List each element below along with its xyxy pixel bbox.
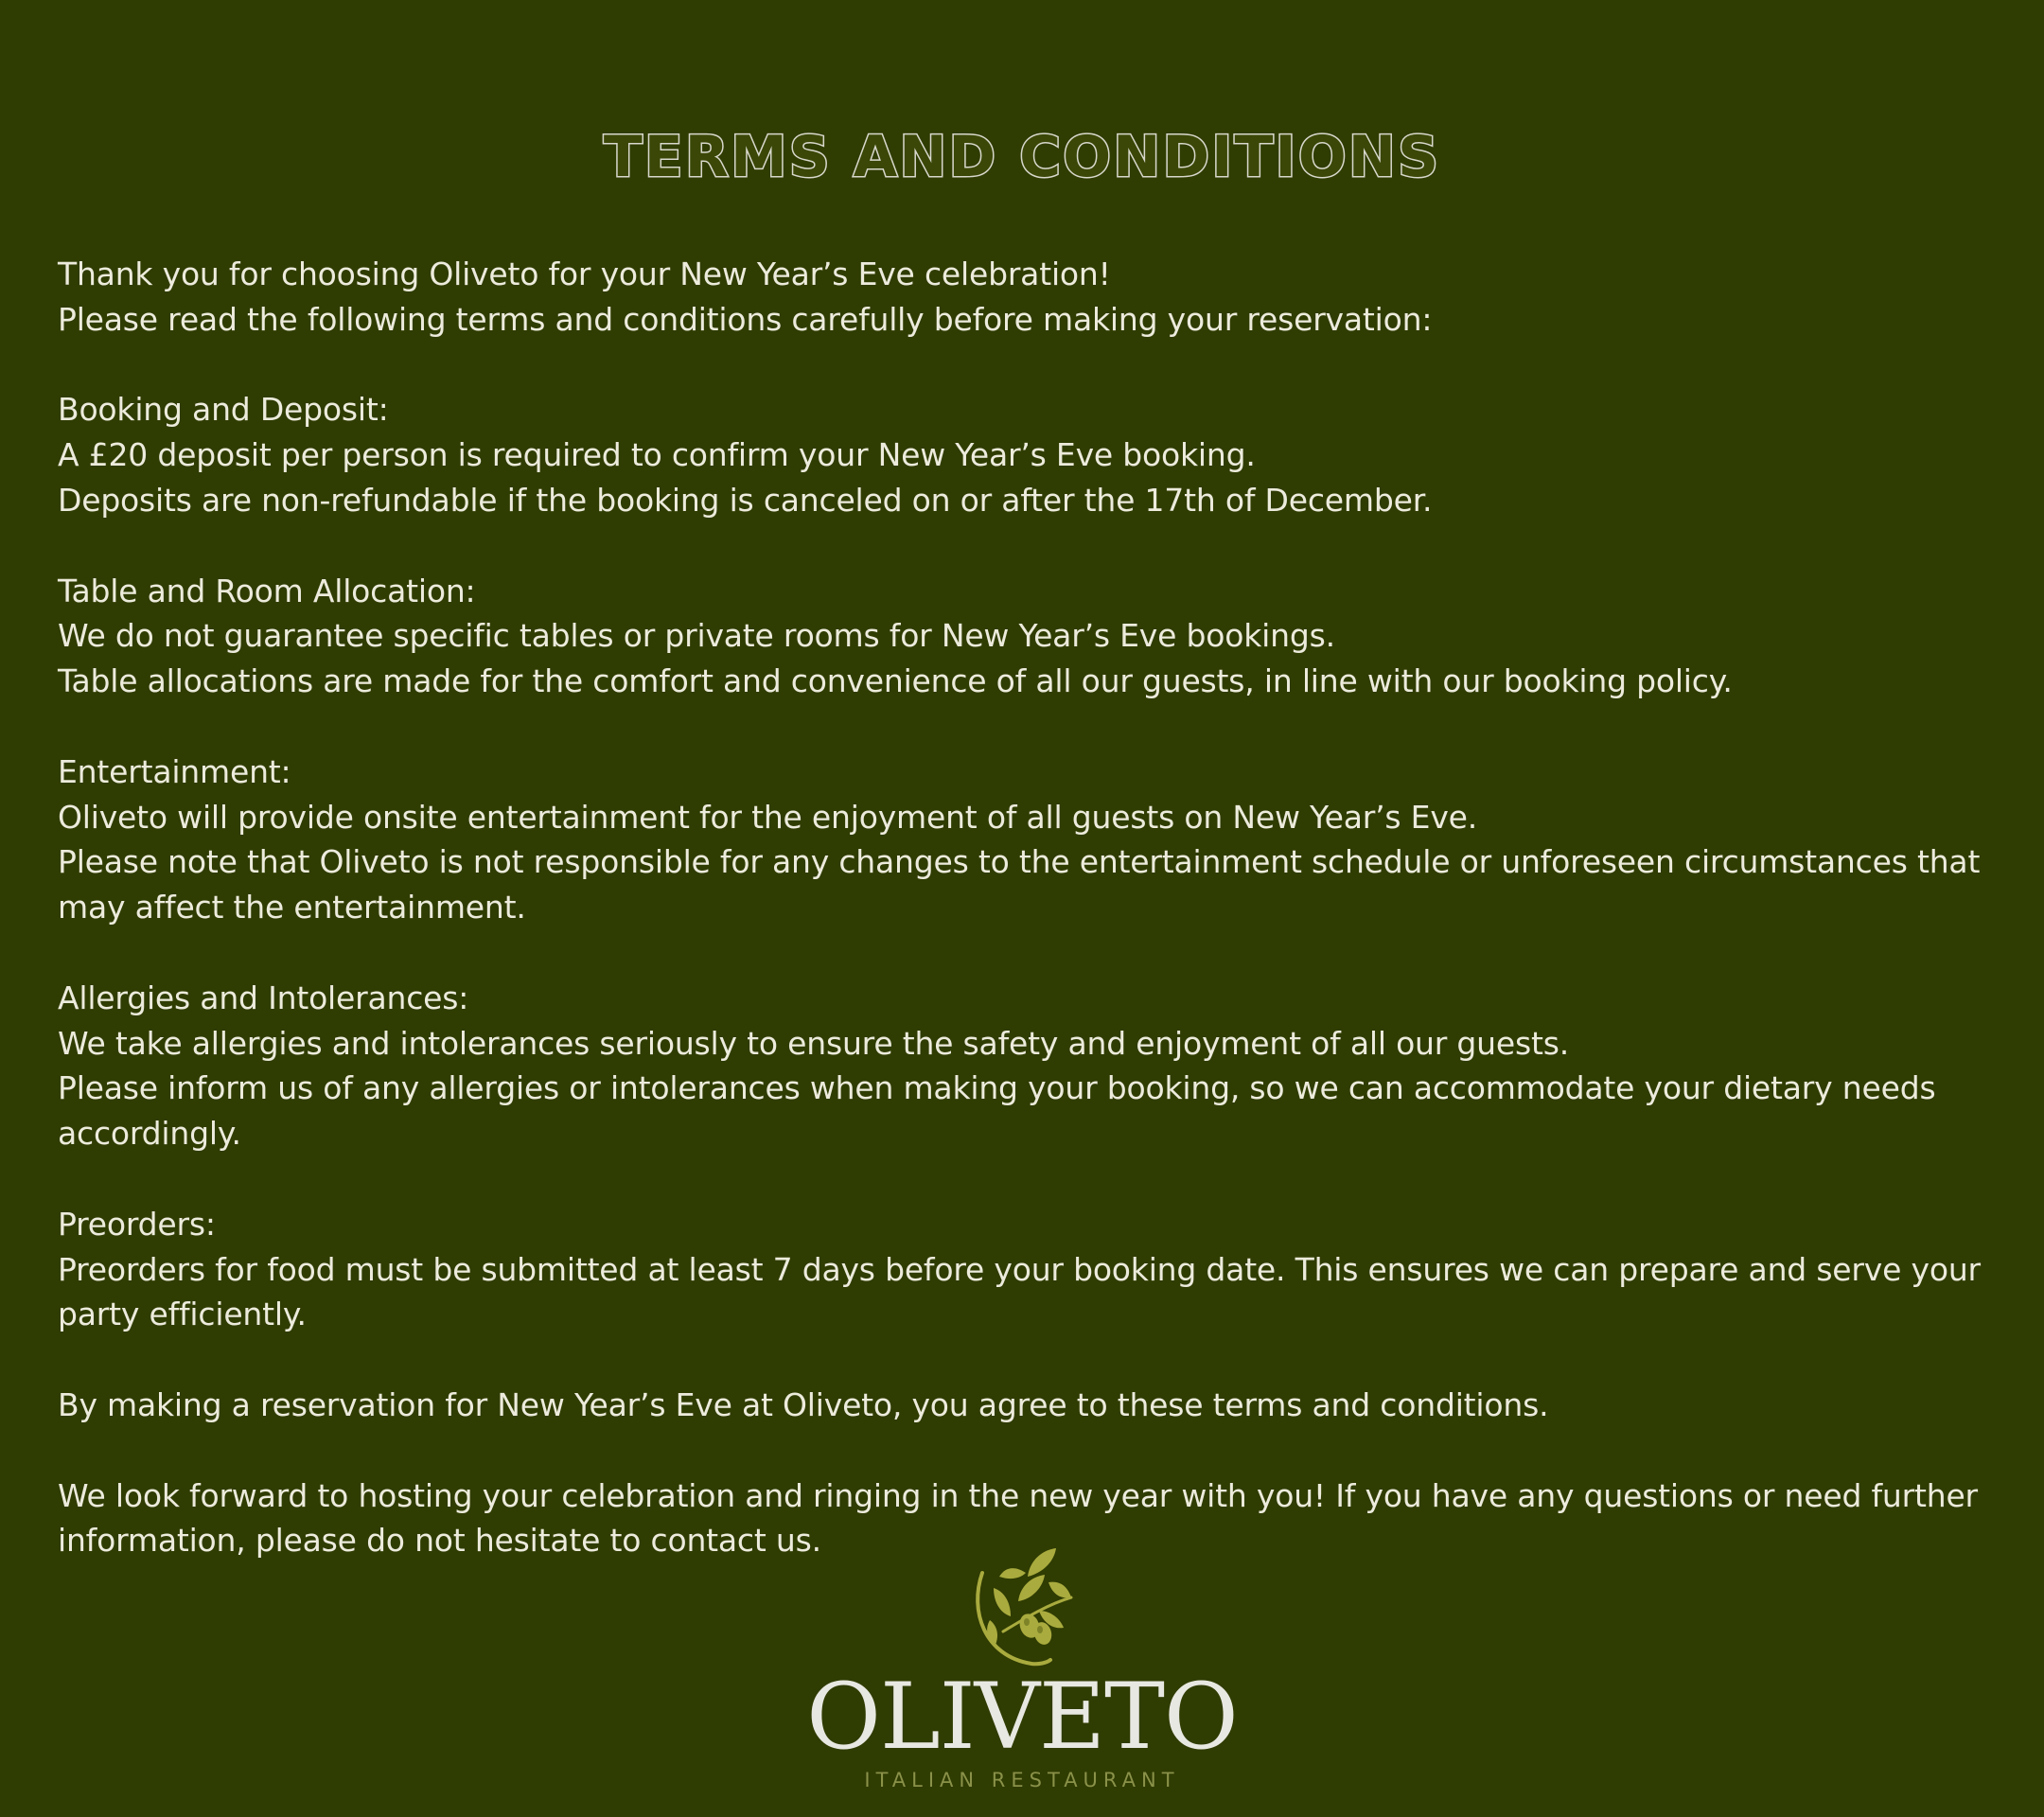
agreement-paragraph: By making a reservation for New Year’s Eve at Oliveto, you agree to these terms and conditions. [58,1385,1549,1423]
intro-line: Thank you for choosing Oliveto for your New Year’s Eve celebration! [58,256,1111,292]
intro-paragraph [58,252,1988,343]
restaurant-logo [0,1544,2044,1792]
section-line: Please note that Oliveto is not responsible for any changes to the entertainment schedule or unforeseen circumstances that may affect the entertainment. [58,843,1981,926]
section-line: Oliveto will provide onsite entertainment for the enjoyment of all guests on New Year’s Eve. [58,798,1478,836]
terms-body [58,252,1988,1563]
olive-branch-icon [965,1544,1079,1667]
logo-subtitle: ITALIAN RESTAURANT [864,1769,1180,1791]
booking-section [58,387,1988,522]
section-heading: Allergies and Intolerances: [58,979,469,1016]
section-line: Table allocations are made for the comfort and convenience of all our guests, in line with our booking policy. [58,662,1733,700]
section-line: Please inform us of any allergies or intolerances when making your booking, so we can accommodate your dietary needs accordingly. [58,1069,1936,1153]
preorders-section [58,1202,1988,1337]
section-line: A £20 deposit per person is required to confirm your New Year’s Eve booking. [58,436,1256,474]
closing-paragraph: We look forward to hosting your celebration and ringing in the new year with you! If you have any questions or need further information, please do not hesitate to contact us. [58,1476,1978,1560]
section-heading: Booking and Deposit: [58,391,389,429]
section-line: We do not guarantee specific tables or private rooms for New Year’s Eve bookings. [58,617,1335,655]
page-title: TERMS AND CONDITIONS [603,124,1441,190]
allergies-section [58,976,1988,1156]
logo-wordmark: OLIVETO [806,1664,1238,1770]
section-line: Deposits are non-refundable if the booking is canceled on or after the 17th of December. [58,481,1433,519]
entertainment-section [58,750,1988,930]
section-line: Preorders for food must be submitted at least 7 days before your booking date. This ensures we can prepare and serve your party efficiently. [58,1250,1981,1333]
section-line: We take allergies and intolerances seriously to ensure the safety and enjoyment of all our guests. [58,1024,1570,1062]
intro-line: Please read the following terms and conditions carefully before making your reservation: [58,300,1433,338]
table-allocation-section [58,569,1988,704]
section-heading: Table and Room Allocation: [58,572,476,609]
section-heading: Entertainment: [58,752,291,790]
section-heading: Preorders: [58,1205,216,1243]
